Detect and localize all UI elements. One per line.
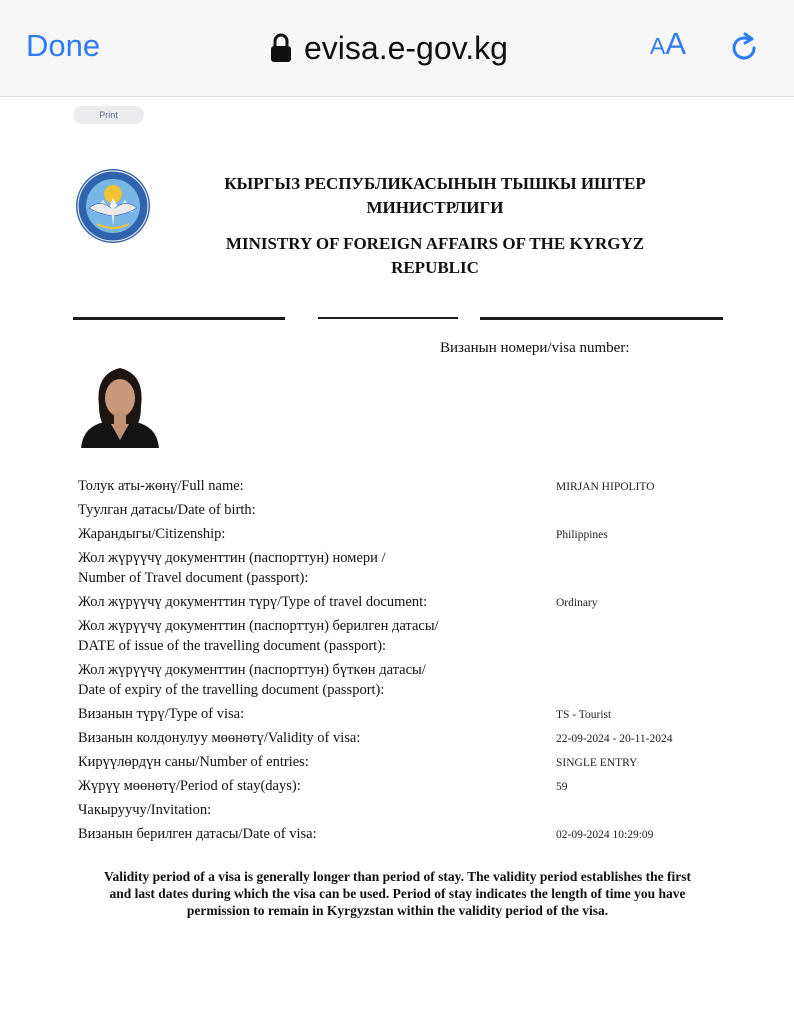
visa-type-label: Визанын түрү/Type of visa: xyxy=(78,706,245,722)
validity-label: Визанын колдонулуу мөөнөтү/Validity of visa: xyxy=(78,730,361,746)
done-button[interactable]: Done xyxy=(26,28,101,63)
ministry-title-ky: КЫРГЫЗ РЕСПУБЛИКАСЫНЫН ТЫШКЫ ИШТЕР МИНИСТРЛИГИ xyxy=(224,174,646,217)
text-size-button[interactable] xyxy=(650,28,686,59)
divider xyxy=(73,317,285,320)
issue-date-label-ky: Жол жүрүүчү документтин (паспорттун) берилген датасы/ xyxy=(78,618,439,634)
ministry-title-en: MINISTRY OF FOREIGN AFFAIRS OF THE KYRGYZ REPUBLIC xyxy=(225,234,645,277)
expiry-date-label-en: Date of expiry of the travelling document (passport): xyxy=(78,682,385,698)
kyrgyz-emblem-icon xyxy=(75,168,151,244)
url-text: evisa.e-gov.kg xyxy=(304,29,508,66)
stay-value: 59 xyxy=(556,781,568,793)
entries-label: Кирүүлөрдүн саны/Number of entries: xyxy=(78,754,309,770)
invitation-label: Чакыруучу/Invitation: xyxy=(78,802,212,818)
visa-number-label: Визанын номери/visa number: xyxy=(440,340,630,356)
applicant-photo xyxy=(75,360,165,448)
lock-icon xyxy=(270,33,292,63)
citizenship-value: Philippines xyxy=(556,529,608,541)
visa-type-value: TS - Tourist xyxy=(556,709,612,721)
passport-number-label-ky: Жол жүрүүчү документтин (паспорттун) номери / xyxy=(78,550,386,566)
text-size-small-glyph: A xyxy=(650,33,666,59)
reload-icon[interactable] xyxy=(726,30,762,66)
text-size-large-glyph: A xyxy=(665,26,687,61)
dob-label: Туулган датасы/Date of birth: xyxy=(78,502,256,518)
divider xyxy=(318,317,458,319)
entries-value: SINGLE ENTRY xyxy=(556,757,638,769)
divider xyxy=(480,317,723,320)
visa-date-value: 02-09-2024 10:29:09 xyxy=(556,829,654,841)
address-bar[interactable] xyxy=(270,26,508,70)
expiry-date-label-ky: Жол жүрүүчү документтин (паспорттун) бүткөн датасы/ xyxy=(78,662,426,678)
passport-number-label-en: Number of Travel document (passport): xyxy=(78,570,309,586)
full-name-label: Толук аты-жөнү/Full name: xyxy=(78,478,244,494)
print-button[interactable]: Print xyxy=(73,106,144,124)
stay-label: Жүрүү мөөнөтү/Period of stay(days): xyxy=(78,778,301,794)
browser-toolbar xyxy=(0,0,794,97)
document-type-label: Жол жүрүүчү документтин түрү/Type of travel document: xyxy=(78,594,428,610)
issue-date-label-en: DATE of issue of the travelling document (passport): xyxy=(78,638,387,654)
validity-note: Validity period of a visa is generally longer than period of stay. The validity period establishes the first and last dates during which the visa can be used. Period of stay indicates the length of time you have permission to remain in Kyrgyzstan within the validity period of the visa. xyxy=(103,869,692,918)
citizenship-label: Жарандыгы/Citizenship: xyxy=(78,526,226,542)
visa-date-label: Визанын берилген датасы/Date of visa: xyxy=(78,826,317,842)
full-name-value: MIRJAN HIPOLITO xyxy=(556,481,655,493)
validity-value: 22-09-2024 - 20-11-2024 xyxy=(556,733,673,745)
document-type-value: Ordinary xyxy=(556,597,598,609)
